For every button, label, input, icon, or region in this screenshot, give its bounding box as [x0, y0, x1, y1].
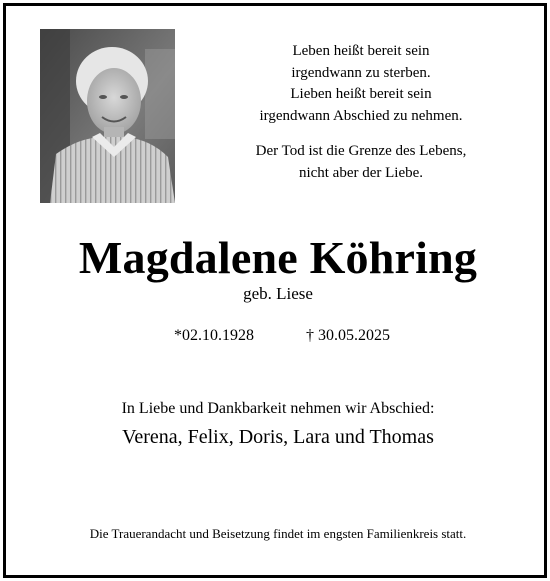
- poem-line: irgendwann zu sterben.: [291, 64, 431, 81]
- poem-line: nicht aber der Liebe.: [298, 164, 424, 181]
- poem: [211, 41, 511, 184]
- portrait-image: [40, 29, 175, 203]
- farewell-text: In Liebe und Dankbarkeit nehmen wir Abschied:: [121, 400, 435, 417]
- death-date: † 30.05.2025: [306, 327, 390, 344]
- obituary-frame: [3, 3, 547, 578]
- poem-line: Leben heißt bereit sein: [292, 43, 430, 59]
- poem-line: Der Tod ist die Grenze des Lebens,: [255, 143, 467, 159]
- mourners-names: Verena, Felix, Doris, Lara und Thomas: [122, 426, 434, 448]
- deceased-name: Magdalene Köhring: [78, 232, 478, 283]
- maiden-name: geb. Liese: [243, 284, 313, 303]
- birth-date: *02.10.1928: [174, 327, 254, 344]
- poem-line: Lieben heißt bereit sein: [290, 86, 432, 102]
- portrait-photo: [40, 29, 175, 203]
- poem-line: irgendwann Abschied zu nehmen.: [259, 107, 463, 124]
- poem-stanza-gap: [211, 127, 511, 141]
- funeral-notice: Die Trauerandacht und Beisetzung findet im engsten Familienkreis statt.: [89, 526, 467, 541]
